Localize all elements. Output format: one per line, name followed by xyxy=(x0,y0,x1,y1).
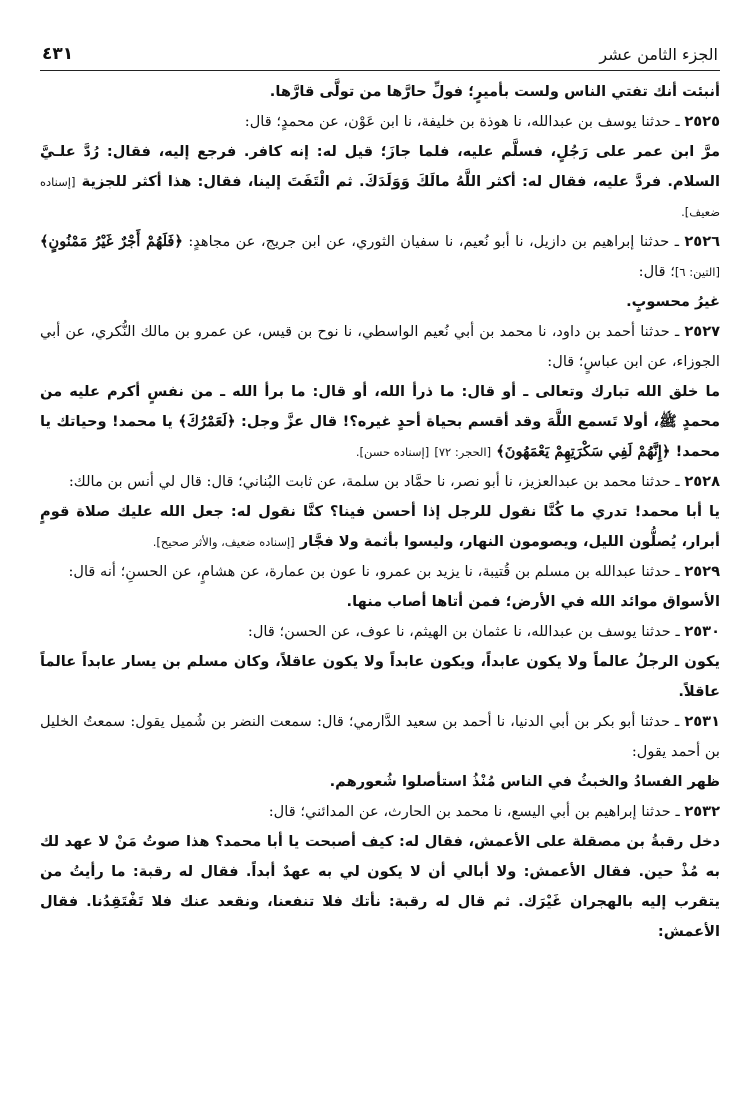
verse-reference: [التين: ٦] xyxy=(674,265,720,279)
text-paragraph xyxy=(40,827,720,947)
isnad-text: ـ حدثنا محمد بن عبدالعزيز، نا أبو نصر، نا حمَّاد بن سلمة، عن ثابت البُناني؛ قال: قال لي أنس بن مالك: xyxy=(68,473,680,490)
matn-text: أنبئت أنك تفتي الناس ولست بأميرٍ؛ فولِّ حارَّها من تولَّى قارَّها. xyxy=(269,83,720,100)
quran-verse: ﴿إِنَّهُمْ لَفِي سَكْرَتِهِمْ يَعْمَهُونَ﴾ xyxy=(496,443,671,460)
hadith-number: ٢٥٣٢ xyxy=(684,803,720,820)
quran-verse: ﴿فَلَهُمْ أَجْرٌ غَيْرُ مَمْنُونٍ﴾ xyxy=(40,233,183,250)
text-paragraph xyxy=(40,497,720,557)
matn-text: يكون الرجلُ عالماً ولا يكون عابداً، ويكون عابداً ولا يكون عاقلاً، وكان مسلم بن يسار عابداً عالماً عاقلاً. xyxy=(40,653,720,700)
text-paragraph xyxy=(40,77,720,107)
matn-text: يا محمد! وحياتك يا محمد! xyxy=(40,413,720,460)
hadith-number: ٢٥٢٦ xyxy=(684,233,721,250)
isnad-paragraph xyxy=(40,617,720,647)
text-paragraph xyxy=(40,767,720,797)
matn-text: يا أبا محمد! تدري ما كُنَّا نقول للرجل إذا أحسن فينا؟ كنَّا نقول له: جعل الله عليك صلاة قومٍ أبرار، يُصلُّون الليل، ويصومون النهار، وليسوا بأثمة ولا فجَّار xyxy=(40,503,720,550)
isnad-paragraph xyxy=(40,317,720,377)
page-body xyxy=(40,71,720,947)
hadith-number: ٢٥٢٩ xyxy=(684,563,720,580)
isnad-paragraph xyxy=(40,797,720,827)
text-paragraph xyxy=(40,587,720,617)
isnad-paragraph xyxy=(40,467,720,497)
text-paragraph xyxy=(40,137,720,227)
isnad-text: ـ حدثنا عبدالله بن مسلم بن قُتيبة، نا يزيد بن عمرو، نا عون بن عمارة، عن هشامٍ، عن الحسنِ؛ أنه قال: xyxy=(68,563,680,580)
isnad-text: ـ حدثنا يوسف بن عبدالله، نا عثمان بن الهيثم، نا عوف، عن الحسن؛ قال: xyxy=(247,623,680,640)
isnad-text: ـ حدثنا إبراهيم بن أبي اليسع، نا محمد بن الحارث، عن المدائني؛ قال: xyxy=(268,803,680,820)
isnad-paragraph xyxy=(40,227,720,287)
grading-note: [إسناده ضعيف، والأثر صحيح]. xyxy=(152,535,295,549)
isnad-text: ـ حدثنا إبراهيم بن دازيل، نا أبو نُعيم، نا سفيان الثوري، عن ابن جريج، عن مجاهدٍ: xyxy=(188,233,679,250)
text-paragraph xyxy=(40,287,720,317)
text-paragraph xyxy=(40,377,720,467)
hadith-number: ٢٥٣٠ xyxy=(684,623,720,640)
isnad-paragraph xyxy=(40,707,720,767)
grading-note: [إسناده ضعيف]. xyxy=(40,175,720,219)
hadith-number: ٢٥٢٥ xyxy=(684,113,720,130)
matn-text: دخل رقبةُ بن مصقلة على الأعمش، فقال له: كيف أصبحت يا أبا محمد؟ هذا صوتُ مَنْ لا عهد لك به مُذْ حين. فقال الأعمش: ولا أبالي أن لا يكون لي به عهدٌ أبداً. فقال له رقبة: ما رأيتُ من يتقرب إليه بالهجران غَيْرَك. ثم قال له رقبة: نأتك فلا تنفعنا، ونقعد عنك فلا تَفْتَقِدُنا. فقال الأعمش: xyxy=(40,833,720,940)
isnad-paragraph xyxy=(40,557,720,587)
isnad-paragraph xyxy=(40,107,720,137)
hadith-number: ٢٥٣١ xyxy=(684,713,720,730)
matn-text: ما خلق الله تبارك وتعالى ـ أو قال: ما ذرأ الله، أو قال: ما برأ الله ـ من نفسٍ أكرم عليه من محمدٍ ﷺ، أولا تَسمع اللَّهَ وقد أقسم بحياة أحدٍ غيره؟! قال عزَّ وجل: xyxy=(40,383,720,430)
hadith-number: ٢٥٢٧ xyxy=(684,323,721,340)
matn-text: الأسواق موائد الله في الأرض؛ فمن أتاها أصاب منها. xyxy=(346,593,720,610)
isnad-text: ـ حدثنا يوسف بن عبدالله، نا هوذة بن خليفة، نا ابن عَوْن، عن محمدٍ؛ قال: xyxy=(244,113,680,130)
quran-verse: ﴿لَعَمْرُكَ﴾ xyxy=(178,413,236,430)
text-paragraph xyxy=(40,647,720,707)
page-number: ٤٣١ xyxy=(42,44,74,64)
isnad-text: ـ حدثنا أحمد بن داود، نا محمد بن أبي نُعيم الواسطي، نا نوح بن قيس، عن عمرو بن مالك النُّكري، عن أبي الجوزاء، عن ابن عباسٍ؛ قال: xyxy=(40,323,720,370)
isnad-text: ـ حدثنا أبو بكر بن أبي الدنيا، نا أحمد بن سعيد الدَّارمي؛ قال: سمعت النضر بن شُميل يقول: سمعتُ الخليل بن أحمد يقول: xyxy=(40,713,720,760)
matn-text: غيرُ محسوبٍ. xyxy=(626,293,720,310)
page-header xyxy=(40,44,720,71)
hadith-number: ٢٥٢٨ xyxy=(684,473,720,490)
matn-text: مرَّ ابن عمر على رَجُلٍ، فسلَّم عليه، فلما جازَ؛ قيل له: إنه كافر. فرجع إليه، فقال: رُدَّ علـيَّ السلام. فردَّ عليه، فقال له: أكثر اللَّهُ مالَكَ وَوَلَدَكَ. ثم الْتَفَتَ إلينا، فقال: هذا أكثر للجزية xyxy=(40,143,720,190)
matn-text: ظهر الفسادُ والخبثُ في الناس مُنْذُ استأصلوا شُعورهم. xyxy=(329,773,720,790)
isnad-ending: ؛ قال: xyxy=(638,263,675,280)
grading-note: [إسناده حسن]. xyxy=(355,445,430,459)
running-title: الجزء الثامن عشر xyxy=(599,45,718,64)
verse-reference: [الحجر: ٧٢] xyxy=(434,445,492,459)
